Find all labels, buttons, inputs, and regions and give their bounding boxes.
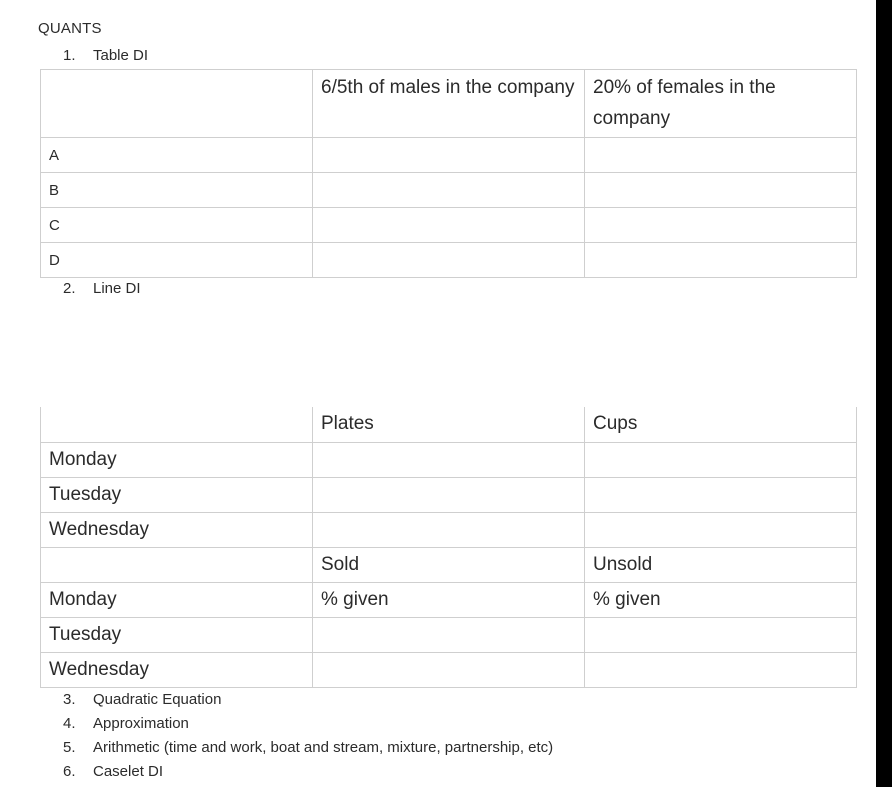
table-header-row bbox=[41, 70, 857, 138]
table-cell bbox=[585, 478, 857, 513]
row-label: Tuesday bbox=[41, 478, 313, 513]
list-label: Line DI bbox=[93, 280, 141, 297]
table-cell bbox=[585, 513, 857, 548]
list-number: 3. bbox=[63, 691, 76, 708]
list-number: 6. bbox=[63, 763, 76, 780]
table-row bbox=[41, 208, 857, 243]
table-cell bbox=[313, 443, 585, 478]
table-di bbox=[40, 69, 857, 278]
table-cell bbox=[313, 478, 585, 513]
table-cell bbox=[585, 173, 857, 208]
list-item bbox=[63, 715, 189, 732]
row-label: D bbox=[41, 243, 313, 278]
row-label: Monday bbox=[41, 443, 313, 478]
list-number: 2. bbox=[63, 280, 76, 297]
table-cell: Sold bbox=[313, 548, 585, 583]
list-label: Caselet DI bbox=[93, 763, 164, 780]
list-number: 4. bbox=[63, 715, 76, 732]
header-cell: 6/5th of males in the company bbox=[313, 70, 585, 138]
list-label: Table DI bbox=[93, 47, 149, 64]
table-cell bbox=[585, 138, 857, 173]
table-cell bbox=[313, 208, 585, 243]
row-label bbox=[41, 548, 313, 583]
table-cell bbox=[313, 513, 585, 548]
list-item bbox=[63, 691, 221, 708]
row-label: B bbox=[41, 173, 313, 208]
list-item bbox=[63, 763, 163, 780]
header-cell: Plates bbox=[313, 407, 585, 442]
row-label: C bbox=[41, 208, 313, 243]
table-row bbox=[41, 618, 857, 653]
header-cell: Cups bbox=[585, 407, 857, 442]
table-row bbox=[41, 478, 857, 513]
list-item bbox=[63, 47, 148, 64]
table-row bbox=[41, 443, 857, 478]
header-cell bbox=[41, 407, 313, 442]
list-label: Quadratic Equation bbox=[93, 691, 222, 708]
header-cell: 20% of females in the company bbox=[585, 70, 857, 138]
table-cell bbox=[585, 618, 857, 653]
table-cell bbox=[585, 653, 857, 688]
list-item bbox=[63, 280, 141, 297]
table-cell bbox=[313, 653, 585, 688]
table-cell bbox=[313, 243, 585, 278]
table-cell bbox=[313, 618, 585, 653]
table-cell bbox=[313, 138, 585, 173]
line-di-table bbox=[40, 407, 857, 443]
table-cell bbox=[585, 443, 857, 478]
list-label: Arithmetic (time and work, boat and stream, mixture, partnership, etc) bbox=[93, 739, 554, 756]
row-label: Wednesday bbox=[41, 513, 313, 548]
list-number: 1. bbox=[63, 47, 76, 64]
table-row bbox=[41, 173, 857, 208]
table-cell bbox=[585, 208, 857, 243]
table-row bbox=[41, 583, 857, 618]
table-cell: Unsold bbox=[585, 548, 857, 583]
table-cell bbox=[585, 243, 857, 278]
row-label: Wednesday bbox=[41, 653, 313, 688]
row-label: Monday bbox=[41, 583, 313, 618]
list-number: 5. bbox=[63, 739, 76, 756]
row-label: A bbox=[41, 138, 313, 173]
table-row bbox=[41, 243, 857, 278]
table-row bbox=[41, 138, 857, 173]
table-row bbox=[41, 653, 857, 688]
row-label: Tuesday bbox=[41, 618, 313, 653]
list-label: Approximation bbox=[93, 715, 189, 732]
table-cell: % given bbox=[313, 583, 585, 618]
line-di-table-body bbox=[40, 442, 857, 688]
table-cell: % given bbox=[585, 583, 857, 618]
table-row bbox=[41, 513, 857, 548]
header-cell bbox=[41, 70, 313, 138]
list-item bbox=[63, 739, 553, 756]
table-cell bbox=[313, 173, 585, 208]
table-header-row bbox=[41, 407, 857, 442]
section-heading: QUANTS bbox=[38, 20, 102, 37]
table-subheader-row bbox=[41, 548, 857, 583]
